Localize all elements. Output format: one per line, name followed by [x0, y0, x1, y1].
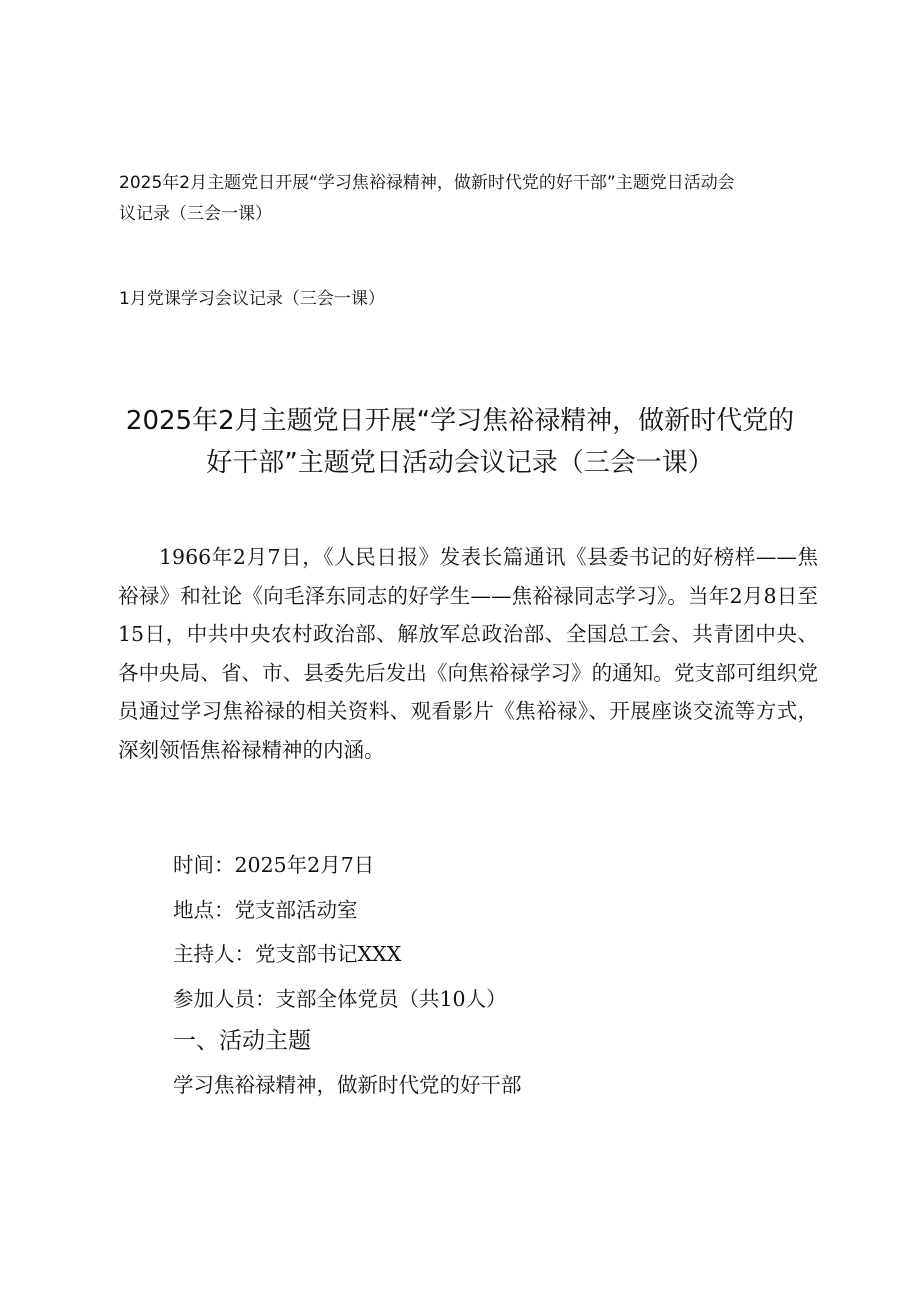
- document-title-line-2: 好干部”主题党日活动会议记录（三会一课）: [206, 448, 714, 478]
- section-1-heading: 一、活动主题: [173, 1028, 311, 1054]
- meeting-host: 主持人：党支部书记XXX: [173, 942, 402, 966]
- toc-item-1-line-1[interactable]: 2025年2月主题党日开展“学习焦裕禄精神，做新时代党的好干部”主题党日活动会: [119, 173, 735, 193]
- toc-item-2[interactable]: 1月党课学习会议记录（三会一课）: [119, 289, 385, 309]
- meeting-place: 地点：党支部活动室: [173, 898, 358, 922]
- section-1-text: 学习焦裕禄精神，做新时代党的好干部: [173, 1073, 522, 1097]
- document-title: [100, 400, 820, 484]
- document-title-line-1: 2025年2月主题党日开展“学习焦裕禄精神，做新时代党的: [125, 406, 795, 436]
- meeting-time: 时间：2025年2月7日: [173, 853, 375, 877]
- intro-paragraph: 1966年2月7日，《人民日报》发表长篇通讯《县委书记的好榜样——焦裕禄》和社论《向毛泽东同志的好学生——焦裕禄同志学习》。当年2月8日至15日，中共中央农村政治部、解放军总政治部、全国总工会、共青团中央、各中央局、省、市、县委先后发出《向焦裕禄学习》的通知。党支部可组织党员通过学习焦裕禄的相关资料、观看影片《焦裕禄》、开展座谈交流等方式，深刻领悟焦裕禄精神的内涵。: [118, 545, 818, 762]
- meeting-participants: 参加人员：支部全体党员（共10人）: [173, 987, 507, 1011]
- toc-item-1-line-2[interactable]: 议记录（三会一课）: [119, 204, 272, 224]
